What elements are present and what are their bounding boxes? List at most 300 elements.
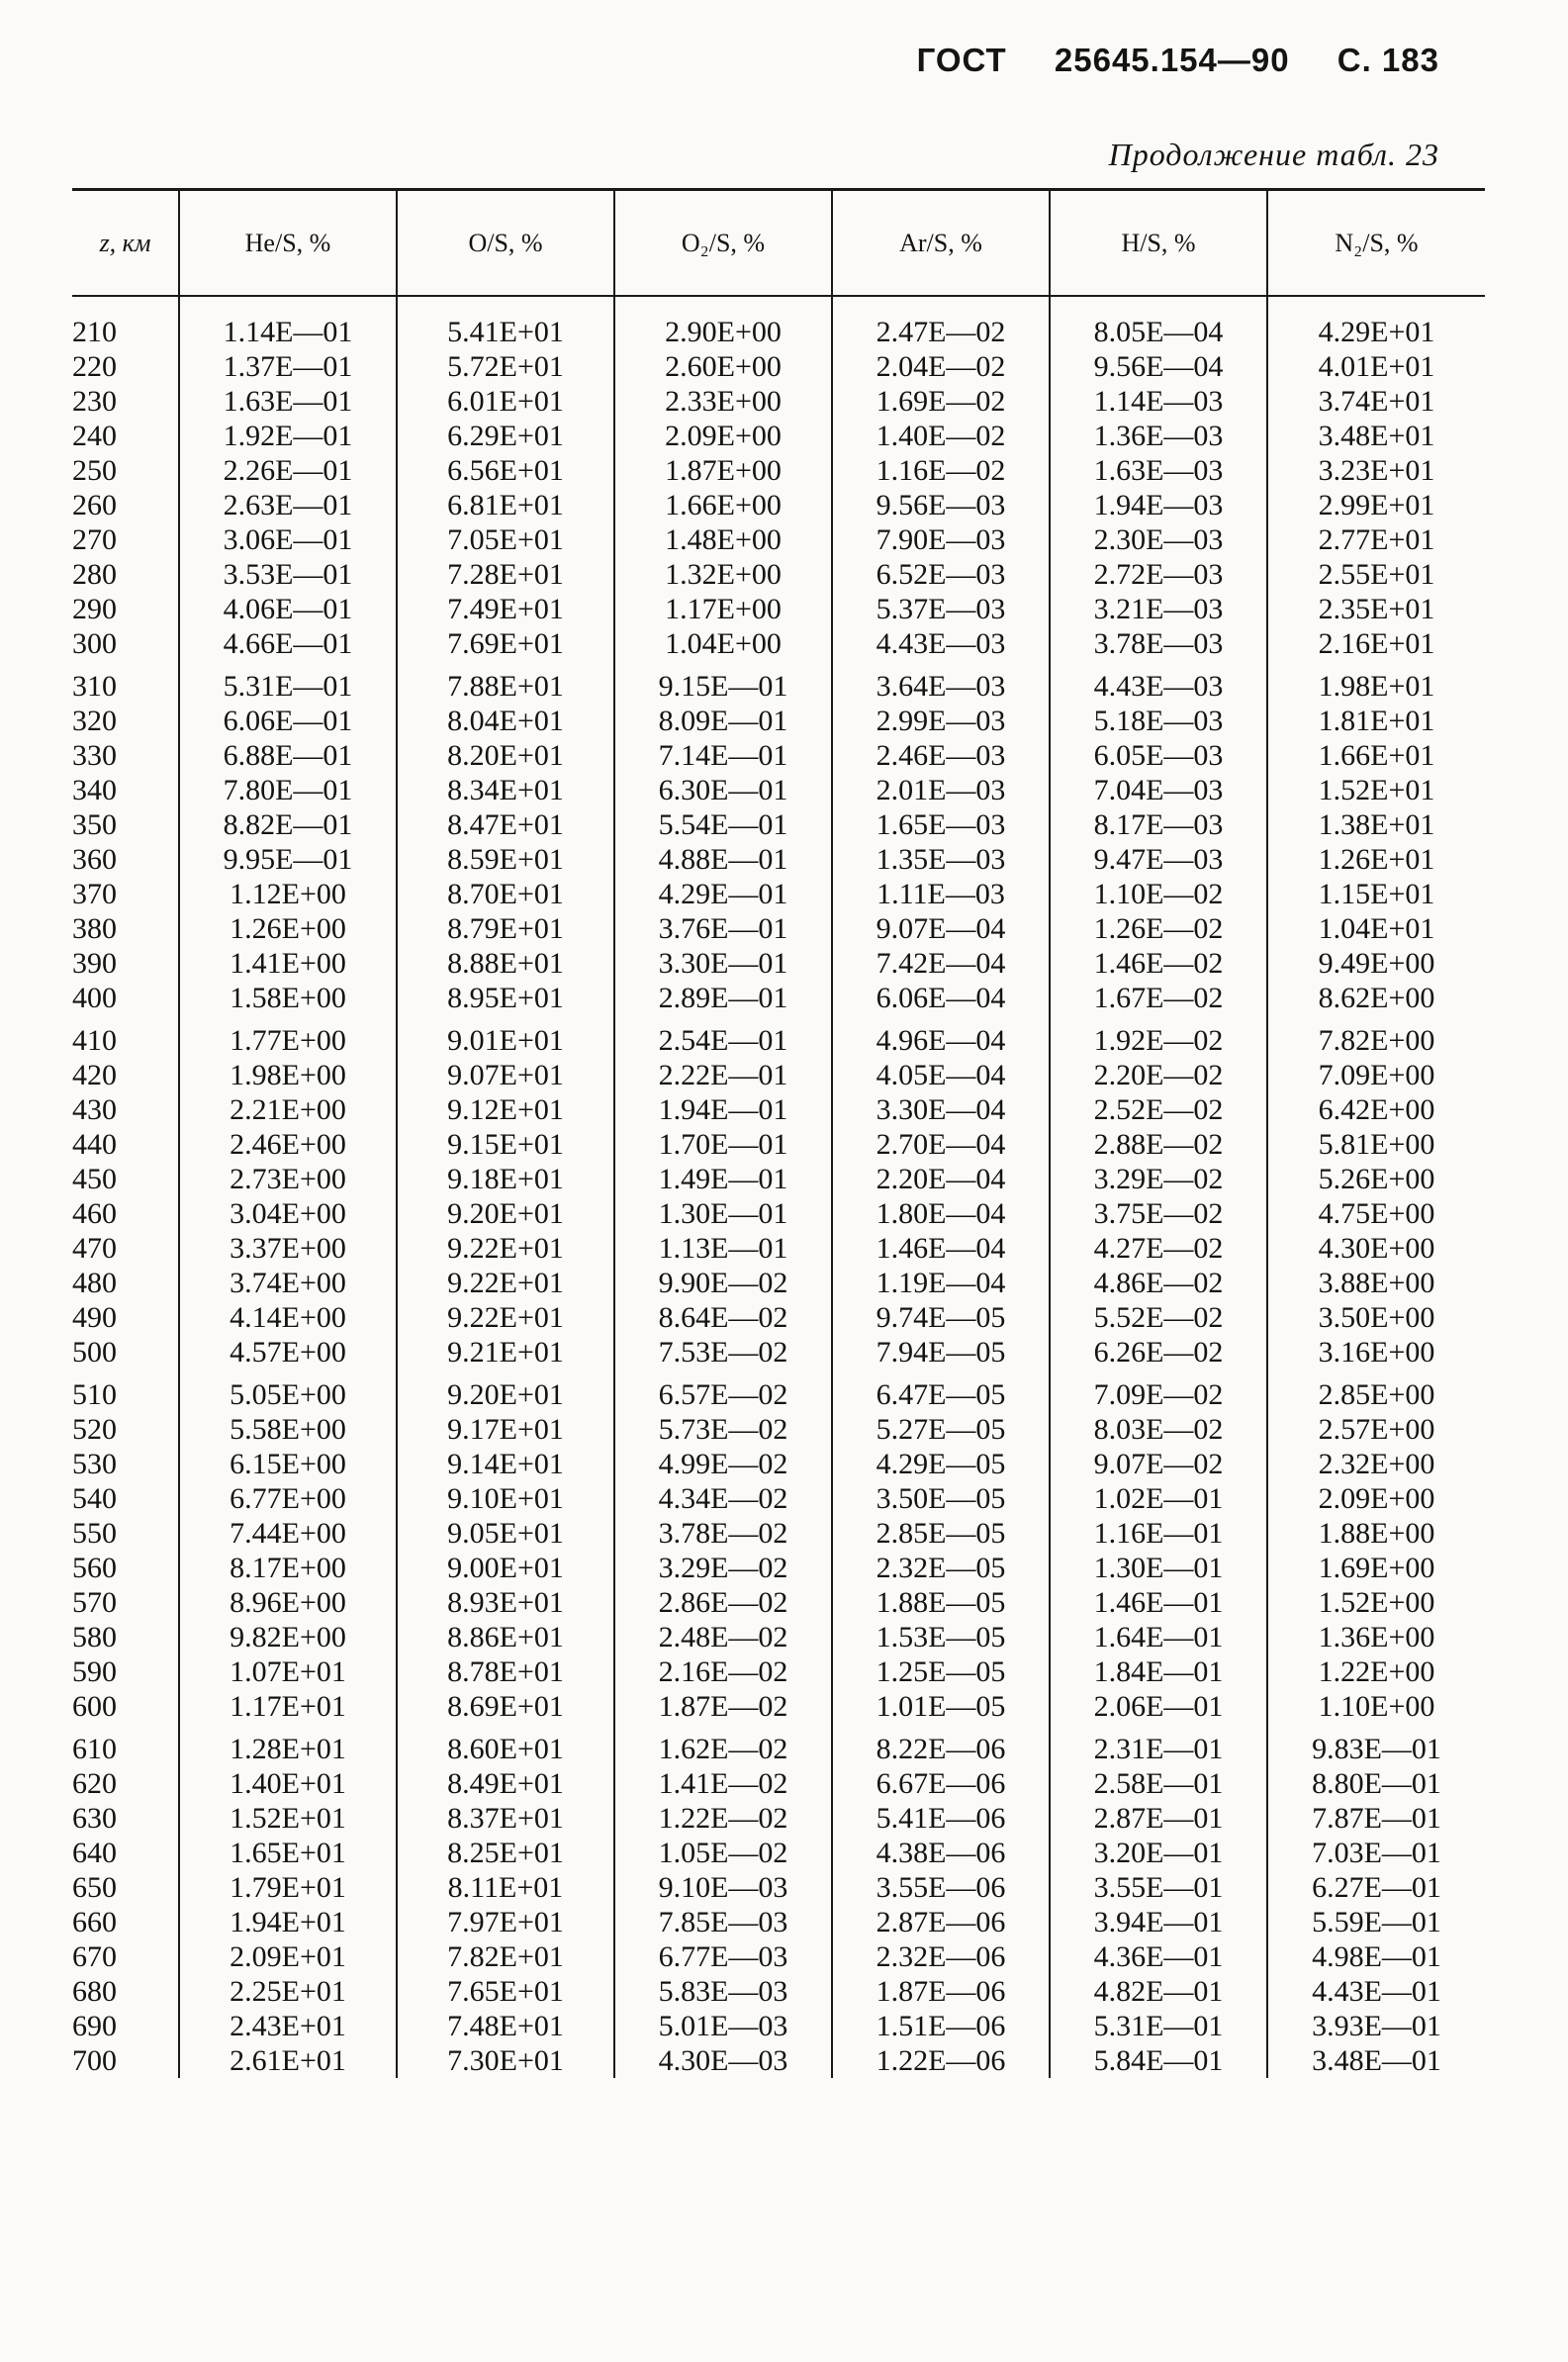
value-cell: 3.23E+01 [1267, 453, 1485, 488]
value-cell: 2.31E—01 [1050, 1724, 1267, 1766]
value-cell: 1.22E+00 [1267, 1654, 1485, 1689]
value-cell: 1.46E—02 [1050, 946, 1267, 981]
value-cell: 8.47E+01 [397, 807, 614, 842]
column-header: O/S, % [397, 190, 614, 297]
altitude-cell: 600 [72, 1689, 117, 1723]
value-cell: 1.63E—01 [179, 384, 397, 419]
value-cell: 4.06E—01 [179, 592, 397, 626]
value-cell: 1.84E—01 [1050, 1654, 1267, 1689]
value-cell: 6.88E—01 [179, 738, 397, 773]
value-cell: 1.67E—02 [1050, 981, 1267, 1015]
value-cell: 9.15E—01 [614, 661, 832, 704]
value-cell: 7.42E—04 [832, 946, 1050, 981]
value-cell: 3.88E+00 [1267, 1266, 1485, 1300]
value-cell: 8.70E+01 [397, 877, 614, 911]
table-row [72, 315, 1485, 349]
value-cell: 5.37E—03 [832, 592, 1050, 626]
value-cell: 1.28E+01 [179, 1724, 397, 1766]
value-cell: 1.02E—01 [1050, 1481, 1267, 1516]
value-cell: 3.48E+01 [1267, 419, 1485, 453]
altitude-cell: 620 [72, 1766, 117, 1800]
value-cell: 1.04E+00 [614, 626, 832, 661]
value-cell: 2.04E—02 [832, 349, 1050, 384]
value-cell: 1.65E—03 [832, 807, 1050, 842]
value-cell: 1.26E—02 [1050, 911, 1267, 946]
table-row [72, 981, 1485, 1015]
altitude-cell: 550 [72, 1516, 117, 1550]
table-row [72, 1335, 1485, 1370]
value-cell: 2.61E+01 [179, 2043, 397, 2078]
value-cell: 8.79E+01 [397, 911, 614, 946]
altitude-cell: 290 [72, 592, 117, 625]
altitude-cell: 320 [72, 704, 117, 737]
column-header: z, км [72, 190, 179, 297]
altitude-cell: 530 [72, 1447, 117, 1480]
value-cell: 4.14E+00 [179, 1300, 397, 1335]
spacer-cell [832, 296, 1050, 315]
value-cell: 1.63E—03 [1050, 453, 1267, 488]
column-header: He/S, % [179, 190, 397, 297]
altitude-cell: 240 [72, 419, 117, 452]
value-cell: 1.01E—05 [832, 1689, 1050, 1724]
value-cell: 2.26E—01 [179, 453, 397, 488]
value-cell: 1.62E—02 [614, 1724, 832, 1766]
value-cell: 2.87E—06 [832, 1905, 1050, 1939]
table-row [72, 1300, 1485, 1335]
value-cell: 2.01E—03 [832, 773, 1050, 807]
value-cell: 4.86E—02 [1050, 1266, 1267, 1300]
value-cell: 4.34E—02 [614, 1481, 832, 1516]
value-cell: 6.52E—03 [832, 557, 1050, 592]
table-header [72, 190, 1485, 297]
table-row [72, 488, 1485, 522]
table-row [72, 842, 1485, 877]
altitude-cell: 330 [72, 738, 117, 772]
value-cell: 5.83E—03 [614, 1974, 832, 2009]
value-cell: 2.25E+01 [179, 1974, 397, 2009]
value-cell: 1.51E—06 [832, 2009, 1050, 2043]
value-cell: 7.97E+01 [397, 1905, 614, 1939]
altitude-cell: 280 [72, 557, 117, 591]
value-cell: 7.90E—03 [832, 522, 1050, 557]
value-cell: 4.30E—03 [614, 2043, 832, 2078]
value-cell: 5.31E—01 [1050, 2009, 1267, 2043]
value-cell: 9.10E—03 [614, 1870, 832, 1905]
value-cell: 1.80E—04 [832, 1196, 1050, 1231]
value-cell: 1.12E+00 [179, 877, 397, 911]
value-cell: 1.38E+01 [1267, 807, 1485, 842]
value-cell: 1.05E—02 [614, 1836, 832, 1870]
value-cell: 9.49E+00 [1267, 946, 1485, 981]
value-cell: 9.56E—03 [832, 488, 1050, 522]
value-cell: 8.64E—02 [614, 1300, 832, 1335]
value-cell: 1.48E+00 [614, 522, 832, 557]
table-row [72, 1058, 1485, 1092]
page-header [917, 42, 1439, 79]
value-cell: 9.12E+01 [397, 1092, 614, 1127]
value-cell: 1.69E+00 [1267, 1551, 1485, 1585]
value-cell: 1.11E—03 [832, 877, 1050, 911]
value-cell: 4.98E—01 [1267, 1939, 1485, 1974]
altitude-cell: 680 [72, 1974, 117, 2008]
table-row [72, 522, 1485, 557]
value-cell: 8.34E+01 [397, 773, 614, 807]
value-cell: 1.88E+00 [1267, 1516, 1485, 1551]
value-cell: 1.41E—02 [614, 1766, 832, 1801]
altitude-cell: 260 [72, 488, 117, 521]
value-cell: 1.94E—01 [614, 1092, 832, 1127]
value-cell: 6.57E—02 [614, 1370, 832, 1412]
value-cell: 2.89E—01 [614, 981, 832, 1015]
value-cell: 1.94E+01 [179, 1905, 397, 1939]
value-cell: 1.32E+00 [614, 557, 832, 592]
value-cell: 1.87E—02 [614, 1689, 832, 1724]
value-cell: 9.05E+01 [397, 1516, 614, 1551]
table-row [72, 1801, 1485, 1836]
table-row [72, 592, 1485, 626]
value-cell: 8.03E—02 [1050, 1412, 1267, 1447]
value-cell: 1.26E+00 [179, 911, 397, 946]
value-cell: 7.09E+00 [1267, 1058, 1485, 1092]
composition-table [72, 188, 1485, 2078]
table-row [72, 1905, 1485, 1939]
value-cell: 9.74E—05 [832, 1300, 1050, 1335]
table-row [72, 704, 1485, 738]
altitude-cell: 630 [72, 1801, 117, 1835]
value-cell: 7.30E+01 [397, 2043, 614, 2078]
value-cell: 3.74E+01 [1267, 384, 1485, 419]
value-cell: 8.69E+01 [397, 1689, 614, 1724]
value-cell: 1.22E—02 [614, 1801, 832, 1836]
table-row [72, 1870, 1485, 1905]
value-cell: 4.05E—04 [832, 1058, 1050, 1092]
altitude-cell: 480 [72, 1266, 117, 1299]
value-cell: 8.22E—06 [832, 1724, 1050, 1766]
altitude-cell: 300 [72, 626, 117, 660]
altitude-cell: 700 [72, 2043, 117, 2077]
value-cell: 1.16E—01 [1050, 1516, 1267, 1551]
value-cell: 1.58E+00 [179, 981, 397, 1015]
altitude-cell: 360 [72, 842, 117, 876]
value-cell: 6.06E—04 [832, 981, 1050, 1015]
altitude-cell: 230 [72, 384, 117, 418]
value-cell: 2.20E—04 [832, 1162, 1050, 1196]
altitude-cell: 540 [72, 1481, 117, 1515]
value-cell: 7.48E+01 [397, 2009, 614, 2043]
value-cell: 7.14E—01 [614, 738, 832, 773]
value-cell: 1.70E—01 [614, 1127, 832, 1162]
value-cell: 8.86E+01 [397, 1620, 614, 1654]
table-continuation-label: Продолжение табл. 23 [1108, 137, 1439, 172]
value-cell: 4.75E+00 [1267, 1196, 1485, 1231]
column-header: H/S, % [1050, 190, 1267, 297]
value-cell: 6.56E+01 [397, 453, 614, 488]
value-cell: 1.17E+00 [614, 592, 832, 626]
value-cell: 4.43E—03 [1050, 661, 1267, 704]
altitude-cell: 560 [72, 1551, 117, 1584]
value-cell: 3.78E—02 [614, 1516, 832, 1551]
altitude-cell: 440 [72, 1127, 117, 1161]
value-cell: 3.37E+00 [179, 1231, 397, 1266]
spacer-cell [72, 296, 179, 315]
altitude-cell: 500 [72, 1335, 117, 1369]
value-cell: 1.19E—04 [832, 1266, 1050, 1300]
value-cell: 2.88E—02 [1050, 1127, 1267, 1162]
value-cell: 2.48E—02 [614, 1620, 832, 1654]
value-cell: 9.00E+01 [397, 1551, 614, 1585]
value-cell: 1.98E+00 [179, 1058, 397, 1092]
value-cell: 2.90E+00 [614, 315, 832, 349]
spacer-cell [397, 296, 614, 315]
altitude-cell: 310 [72, 669, 117, 703]
value-cell: 1.15E+01 [1267, 877, 1485, 911]
value-cell: 1.65E+01 [179, 1836, 397, 1870]
value-cell: 7.65E+01 [397, 1974, 614, 2009]
value-cell: 9.07E+01 [397, 1058, 614, 1092]
value-cell: 2.22E—01 [614, 1058, 832, 1092]
value-cell: 7.03E—01 [1267, 1836, 1485, 1870]
value-cell: 7.28E+01 [397, 557, 614, 592]
value-cell: 1.88E—05 [832, 1585, 1050, 1620]
altitude-cell: 270 [72, 522, 117, 556]
group-spacer [72, 296, 1485, 315]
table-row [72, 1127, 1485, 1162]
value-cell: 6.77E—03 [614, 1939, 832, 1974]
value-cell: 1.14E—03 [1050, 384, 1267, 419]
table-row [72, 1689, 1485, 1724]
value-cell: 8.62E+00 [1267, 981, 1485, 1015]
altitude-cell: 410 [72, 1023, 117, 1057]
column-header: N₂/S, % [1267, 190, 1485, 297]
value-cell: 1.30E—01 [1050, 1551, 1267, 1585]
table-row [72, 1015, 1485, 1058]
value-cell: 8.20E+01 [397, 738, 614, 773]
table-row [72, 1974, 1485, 2009]
value-cell: 9.20E+01 [397, 1196, 614, 1231]
table-row [72, 2043, 1485, 2078]
value-cell: 9.22E+01 [397, 1231, 614, 1266]
value-cell: 9.22E+01 [397, 1300, 614, 1335]
value-cell: 2.46E+00 [179, 1127, 397, 1162]
value-cell: 1.26E+01 [1267, 842, 1485, 877]
table-row [72, 1585, 1485, 1620]
value-cell: 6.29E+01 [397, 419, 614, 453]
value-cell: 5.18E—03 [1050, 704, 1267, 738]
value-cell: 1.36E—03 [1050, 419, 1267, 453]
value-cell: 3.16E+00 [1267, 1335, 1485, 1370]
altitude-cell: 510 [72, 1377, 117, 1411]
value-cell: 1.79E+01 [179, 1870, 397, 1905]
value-cell: 6.27E—01 [1267, 1870, 1485, 1905]
value-cell: 3.75E—02 [1050, 1196, 1267, 1231]
value-cell: 8.11E+01 [397, 1870, 614, 1905]
value-cell: 1.94E—03 [1050, 488, 1267, 522]
spacer-cell [179, 296, 397, 315]
value-cell: 4.43E—01 [1267, 1974, 1485, 2009]
table-row [72, 1370, 1485, 1412]
value-cell: 6.42E+00 [1267, 1092, 1485, 1127]
value-cell: 1.98E+01 [1267, 661, 1485, 704]
value-cell: 1.41E+00 [179, 946, 397, 981]
table-row [72, 807, 1485, 842]
value-cell: 2.21E+00 [179, 1092, 397, 1127]
value-cell: 5.84E—01 [1050, 2043, 1267, 2078]
value-cell: 1.40E+01 [179, 1766, 397, 1801]
value-cell: 4.99E—02 [614, 1447, 832, 1481]
altitude-cell: 640 [72, 1836, 117, 1869]
value-cell: 1.25E—05 [832, 1654, 1050, 1689]
spacer-cell [614, 296, 832, 315]
value-cell: 5.72E+01 [397, 349, 614, 384]
value-cell: 8.09E—01 [614, 704, 832, 738]
value-cell: 8.93E+01 [397, 1585, 614, 1620]
value-cell: 9.95E—01 [179, 842, 397, 877]
altitude-cell: 590 [72, 1654, 117, 1688]
table-body [72, 296, 1485, 2078]
altitude-cell: 430 [72, 1092, 117, 1126]
altitude-cell: 470 [72, 1231, 117, 1265]
value-cell: 1.16E—02 [832, 453, 1050, 488]
altitude-cell: 660 [72, 1905, 117, 1938]
value-cell: 3.21E—03 [1050, 592, 1267, 626]
value-cell: 8.96E+00 [179, 1585, 397, 1620]
value-cell: 5.81E+00 [1267, 1127, 1485, 1162]
value-cell: 6.67E—06 [832, 1766, 1050, 1801]
value-cell: 2.06E—01 [1050, 1689, 1267, 1724]
value-cell: 1.07E+01 [179, 1654, 397, 1689]
table-row [72, 1516, 1485, 1551]
value-cell: 3.74E+00 [179, 1266, 397, 1300]
value-cell: 6.05E—03 [1050, 738, 1267, 773]
value-cell: 1.77E+00 [179, 1015, 397, 1058]
value-cell: 9.07E—02 [1050, 1447, 1267, 1481]
value-cell: 3.94E—01 [1050, 1905, 1267, 1939]
value-cell: 1.36E+00 [1267, 1620, 1485, 1654]
value-cell: 2.85E—05 [832, 1516, 1050, 1551]
standard-label: ГОСТ [916, 42, 1007, 78]
value-cell: 2.35E+01 [1267, 592, 1485, 626]
spacer-cell [1050, 296, 1267, 315]
value-cell: 2.87E—01 [1050, 1801, 1267, 1836]
altitude-cell: 210 [72, 315, 117, 348]
altitude-cell: 420 [72, 1058, 117, 1091]
value-cell: 9.10E+01 [397, 1481, 614, 1516]
value-cell: 9.07E—04 [832, 911, 1050, 946]
value-cell: 1.37E—01 [179, 349, 397, 384]
value-cell: 1.14E—01 [179, 315, 397, 349]
value-cell: 2.55E+01 [1267, 557, 1485, 592]
altitude-cell: 370 [72, 877, 117, 910]
value-cell: 9.18E+01 [397, 1162, 614, 1196]
value-cell: 1.87E+00 [614, 453, 832, 488]
table-row [72, 1412, 1485, 1447]
value-cell: 3.06E—01 [179, 522, 397, 557]
value-cell: 1.69E—02 [832, 384, 1050, 419]
table-row [72, 946, 1485, 981]
value-cell: 3.30E—01 [614, 946, 832, 981]
table-row [72, 1939, 1485, 1974]
column-header: O₂/S, % [614, 190, 832, 297]
value-cell: 9.15E+01 [397, 1127, 614, 1162]
value-cell: 8.80E—01 [1267, 1766, 1485, 1801]
value-cell: 3.78E—03 [1050, 626, 1267, 661]
altitude-cell: 380 [72, 911, 117, 945]
value-cell: 2.54E—01 [614, 1015, 832, 1058]
value-cell: 3.20E—01 [1050, 1836, 1267, 1870]
value-cell: 2.57E+00 [1267, 1412, 1485, 1447]
value-cell: 2.99E+01 [1267, 488, 1485, 522]
value-cell: 2.70E—04 [832, 1127, 1050, 1162]
value-cell: 1.10E+00 [1267, 1689, 1485, 1724]
value-cell: 5.05E+00 [179, 1370, 397, 1412]
value-cell: 9.90E—02 [614, 1266, 832, 1300]
table-row [72, 773, 1485, 807]
value-cell: 5.54E—01 [614, 807, 832, 842]
value-cell: 4.36E—01 [1050, 1939, 1267, 1974]
table-row [72, 1092, 1485, 1127]
value-cell: 7.49E+01 [397, 592, 614, 626]
value-cell: 8.17E—03 [1050, 807, 1267, 842]
table-row [72, 1551, 1485, 1585]
value-cell: 8.25E+01 [397, 1836, 614, 1870]
value-cell: 2.85E+00 [1267, 1370, 1485, 1412]
altitude-cell: 670 [72, 1939, 117, 1973]
value-cell: 3.55E—01 [1050, 1870, 1267, 1905]
value-cell: 5.73E—02 [614, 1412, 832, 1447]
spacer-cell [1267, 296, 1485, 315]
value-cell: 6.01E+01 [397, 384, 614, 419]
value-cell: 5.01E—03 [614, 2009, 832, 2043]
value-cell: 3.50E+00 [1267, 1300, 1485, 1335]
value-cell: 9.17E+01 [397, 1412, 614, 1447]
altitude-cell: 690 [72, 2009, 117, 2042]
value-cell: 2.86E—02 [614, 1585, 832, 1620]
table-row [72, 661, 1485, 704]
value-cell: 1.66E+01 [1267, 738, 1485, 773]
table-row [72, 2009, 1485, 2043]
value-cell: 1.10E—02 [1050, 877, 1267, 911]
value-cell: 1.22E—06 [832, 2043, 1050, 2078]
value-cell: 3.04E+00 [179, 1196, 397, 1231]
value-cell: 9.01E+01 [397, 1015, 614, 1058]
value-cell: 1.52E+01 [1267, 773, 1485, 807]
value-cell: 3.29E—02 [614, 1551, 832, 1585]
value-cell: 5.59E—01 [1267, 1905, 1485, 1939]
value-cell: 5.31E—01 [179, 661, 397, 704]
table-row [72, 349, 1485, 384]
value-cell: 9.22E+01 [397, 1266, 614, 1300]
altitude-cell: 610 [72, 1732, 117, 1765]
column-header: Ar/S, % [832, 190, 1050, 297]
value-cell: 7.80E—01 [179, 773, 397, 807]
value-cell: 9.56E—04 [1050, 349, 1267, 384]
value-cell: 4.01E+01 [1267, 349, 1485, 384]
value-cell: 1.66E+00 [614, 488, 832, 522]
altitude-cell: 400 [72, 981, 117, 1014]
value-cell: 6.77E+00 [179, 1481, 397, 1516]
altitude-cell: 580 [72, 1620, 117, 1653]
value-cell: 9.82E+00 [179, 1620, 397, 1654]
value-cell: 2.72E—03 [1050, 557, 1267, 592]
value-cell: 8.88E+01 [397, 946, 614, 981]
table-row [72, 911, 1485, 946]
value-cell: 7.05E+01 [397, 522, 614, 557]
table-row [72, 738, 1485, 773]
value-cell: 7.82E+01 [397, 1939, 614, 1974]
value-cell: 3.93E—01 [1267, 2009, 1485, 2043]
value-cell: 9.47E—03 [1050, 842, 1267, 877]
altitude-cell: 520 [72, 1412, 117, 1446]
